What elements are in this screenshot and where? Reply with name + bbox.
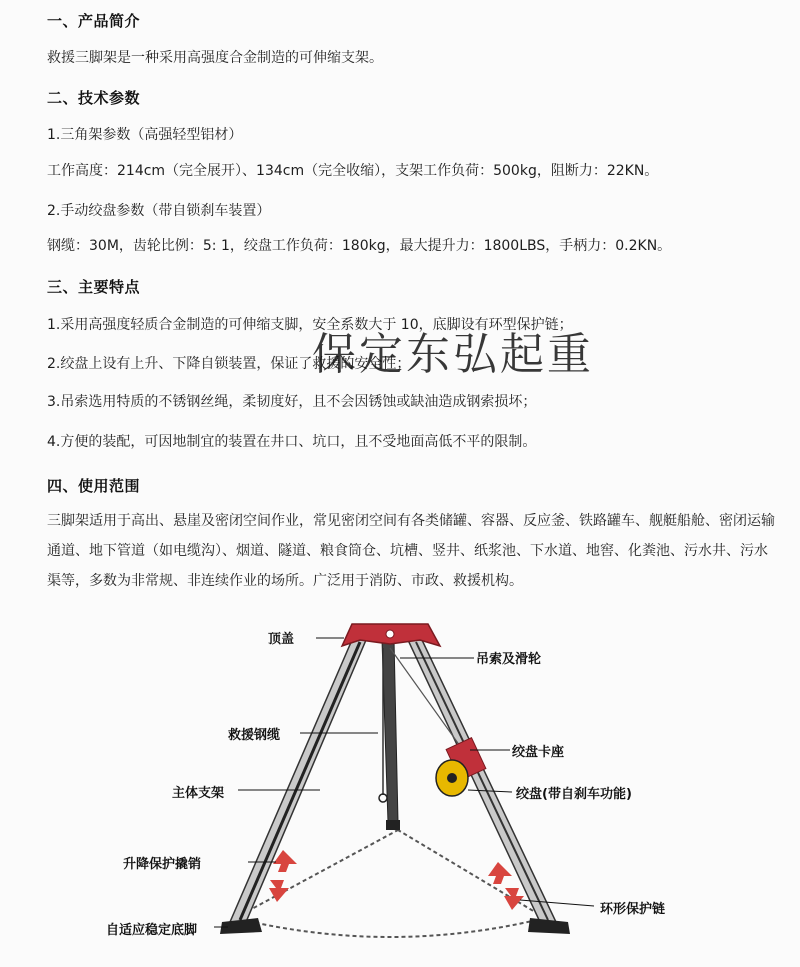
label-foot: 自适应稳定底脚 (106, 923, 198, 938)
feature-item-1: 1.采用高强度轻质合金制造的可伸缩支脚，安全系数大于 10，底脚设有环型保护链； (47, 317, 573, 333)
feature-item-2: 2.绞盘上设有上升、下降自锁装置，保证了救援的安全性； (47, 356, 411, 372)
label-ring-chain: 环形保护链 (600, 902, 666, 917)
right-foot (528, 918, 570, 934)
label-top-cap: 顶盖 (268, 632, 295, 647)
left-leg (230, 640, 366, 922)
spec-winch-heading: 2.手动绞盘参数（带自锁刹车装置） (47, 203, 271, 219)
spec-tripod-values: 工作高度：214cm（完全展开）、134cm（完全收缩），支架工作负荷：500kg，阻断力：22KN。 (47, 163, 659, 179)
section-title-usage: 四、使用范围 (47, 477, 141, 495)
label-rescue-cable: 救援钢缆 (228, 728, 281, 743)
tripod-diagram (0, 600, 800, 967)
section-title-specs: 二、技术参数 (47, 89, 141, 107)
rear-foot (386, 820, 400, 830)
usage-text: 三脚架适用于高出、悬崖及密闭空间作业，常见密闭空间有各类储罐、容器、反应釜、铁路罐车、舰艇船舱、密闭运输通道、地下管道（如电缆沟）、烟道、隧道、粮食筒仓、坑槽、竖井、纸浆池、下水道、地窖、化粪池、污水井、污水渠等，多数为非常规、非连续作业的场所。广泛用于消防、市政、救援机构。 (47, 513, 775, 589)
section-title-intro: 一、产品简介 (47, 12, 141, 30)
ring-chain-front (235, 918, 545, 937)
label-winch-seat: 绞盘卡座 (512, 745, 565, 760)
label-lift-pin: 升降保护撬销 (123, 857, 202, 872)
label-rope-pulley: 吊索及滑轮 (476, 652, 542, 667)
label-winch: 绞盘(带自刹车功能) (516, 787, 632, 802)
section-title-features: 三、主要特点 (47, 278, 141, 296)
watermark: 保定东弘起重 (312, 329, 594, 380)
feature-item-4: 4.方便的装配，可因地制宜的装置在井口、坑口，且不受地面高低不平的限制。 (47, 434, 537, 450)
intro-text: 救援三脚架是一种采用高强度合金制造的可伸缩支架。 (47, 50, 383, 66)
spec-tripod-heading: 1.三角架参数（高强轻型铝材） (47, 127, 243, 143)
feature-item-3: 3.吊索选用特质的不锈钢丝绳，柔韧度好，且不会因锈蚀或缺油造成钢索损坏； (47, 394, 537, 410)
left-foot (220, 918, 262, 934)
spec-winch-values: 钢缆：30M，齿轮比例：5: 1，绞盘工作负荷：180kg，最大提升力：1800LBS，手柄力：0.2KN。 (47, 238, 672, 254)
label-main-frame: 主体支架 (172, 786, 225, 801)
